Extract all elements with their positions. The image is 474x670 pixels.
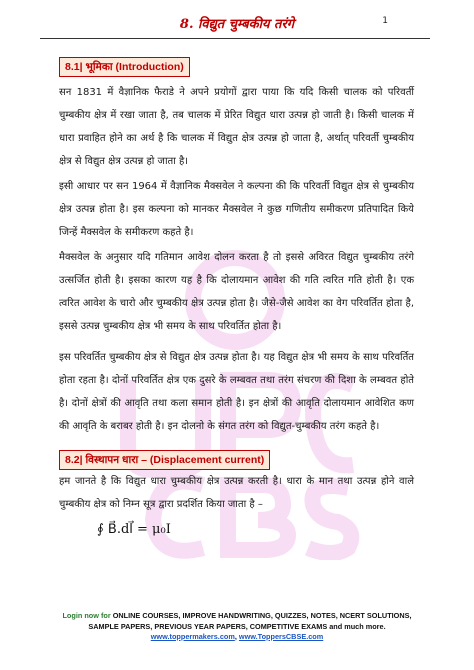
- paragraph-maxwell: इसी आधार पर सन 1964 में वैज्ञानिक मैक्सवेल ने कल्पना की कि परिवर्ती विद्युत क्षेत्र से चुम्बकीय क्षेत्र उत्पन्न होता है। इस कल्पना को मानकर मैक्सवेल ने कुछ गणितीय समीकरण प्रतिपादित किये जिन्हें मैक्सवेल के समीकरण कहते है।: [59, 181, 414, 238]
- footer-links: [0, 632, 474, 643]
- paragraph-displacement-current: हम जानते है कि विद्युत धारा चुम्बकीय क्षेत्र उत्पन्न करती है। धारा के मान तथा उत्पन्न होने वाले चुम्बकीय क्षेत्र को निम्न सूत्र द्वारा प्रदर्शित किया जाता है –: [59, 476, 414, 510]
- chapter-title: 8. विद्युत चुम्बकीय तरंगे: [179, 17, 295, 32]
- page-footer: [0, 611, 474, 643]
- footer-offer-line-2: SAMPLE PAPERS, PREVIOUS YEAR PAPERS, COMPETITIVE EXAMS and much more.: [88, 621, 386, 631]
- link-toppermakers[interactable]: www.toppermakers.com: [150, 632, 235, 641]
- page-content: [59, 55, 414, 537]
- section-heading-introduction: 8.1| भूमिका (Introduction): [59, 57, 190, 77]
- paragraph-faraday: सन 1831 में वैज्ञानिक फैराडे ने अपने प्रयोगों द्वारा पाया कि यदि किसी चालक को परिवर्ती चुम्बकीय क्षेत्र में रखा जाता है, तब चालक में प्रेरित विद्युत धारा उत्पन्न हो जाती है। किसी चालक में धारा प्रवाहित होने का अर्थ है कि चालक में विद्युत क्षेत्र उत्पन्न हो जाता है, अर्थात् परिवर्ती चुम्बकीय क्षेत्र से विद्युत क्षेत्र उत्पन्न हो जाता है।: [59, 87, 414, 167]
- section-heading-displacement-current: 8.2| विस्थापन धारा – (Displacement current): [59, 450, 270, 470]
- link-topperscbse[interactable]: www.ToppersCBSE.com: [238, 632, 324, 641]
- paragraph-em-wave: इस परिवर्तित चुम्बकीय क्षेत्र से विद्युत क्षेत्र उत्पन्न होता है। यह विद्युत क्षेत्र भी समय के साथ परिवर्तित होता रहता है। दोनों परिवर्तित क्षेत्र एक दुसरे के लम्बवत तथा तरंग संचरण की दिशा के लम्बवत होते है। दोनों क्षेत्रों की आवृति तथा कला समान होती है। इन क्षेत्रों की आवृति दोलायमान आवेशित कण की आवृति के बराबर होती है। इन दोलनो के संगत तरंग को विद्युत-चुम्बकीय तरंग कहते है।: [59, 352, 414, 432]
- footer-offer-line-1: ONLINE COURSES, IMPROVE HANDWRITING, QUIZZES, NOTES, NCERT SOLUTIONS,: [112, 611, 412, 620]
- footer-login-text: Login now for: [62, 611, 111, 620]
- page-number: 1: [382, 16, 388, 26]
- header-divider: [40, 38, 430, 39]
- paragraph-oscillating-charge: मैक्सवेल के अनुसार यदि गतिमान आवेश दोलन करता है तो इससे अविरत विद्युत चुम्बकीय तरंगे उत्सर्जित होती है। इसका कारण यह है कि दोलायमान आवेश की गति त्वरित गति होती है। एक त्वरित आवेश के चारो और चुम्बकीय क्षेत्र उत्पन्न होता है। जैसे-जैसे आवेश का वेग परिवर्तित होता है, इससे उत्पन्न चुम्बकीय क्षेत्र भी समय के साथ परिवर्तित होता है।: [59, 252, 414, 332]
- page-header: [0, 8, 474, 42]
- footer-link-separator: ,: [234, 632, 237, 641]
- ampere-law-formula: ∮ B⃗.dl⃗ = μ₀I: [97, 522, 171, 537]
- footer-line-1: [0, 611, 474, 622]
